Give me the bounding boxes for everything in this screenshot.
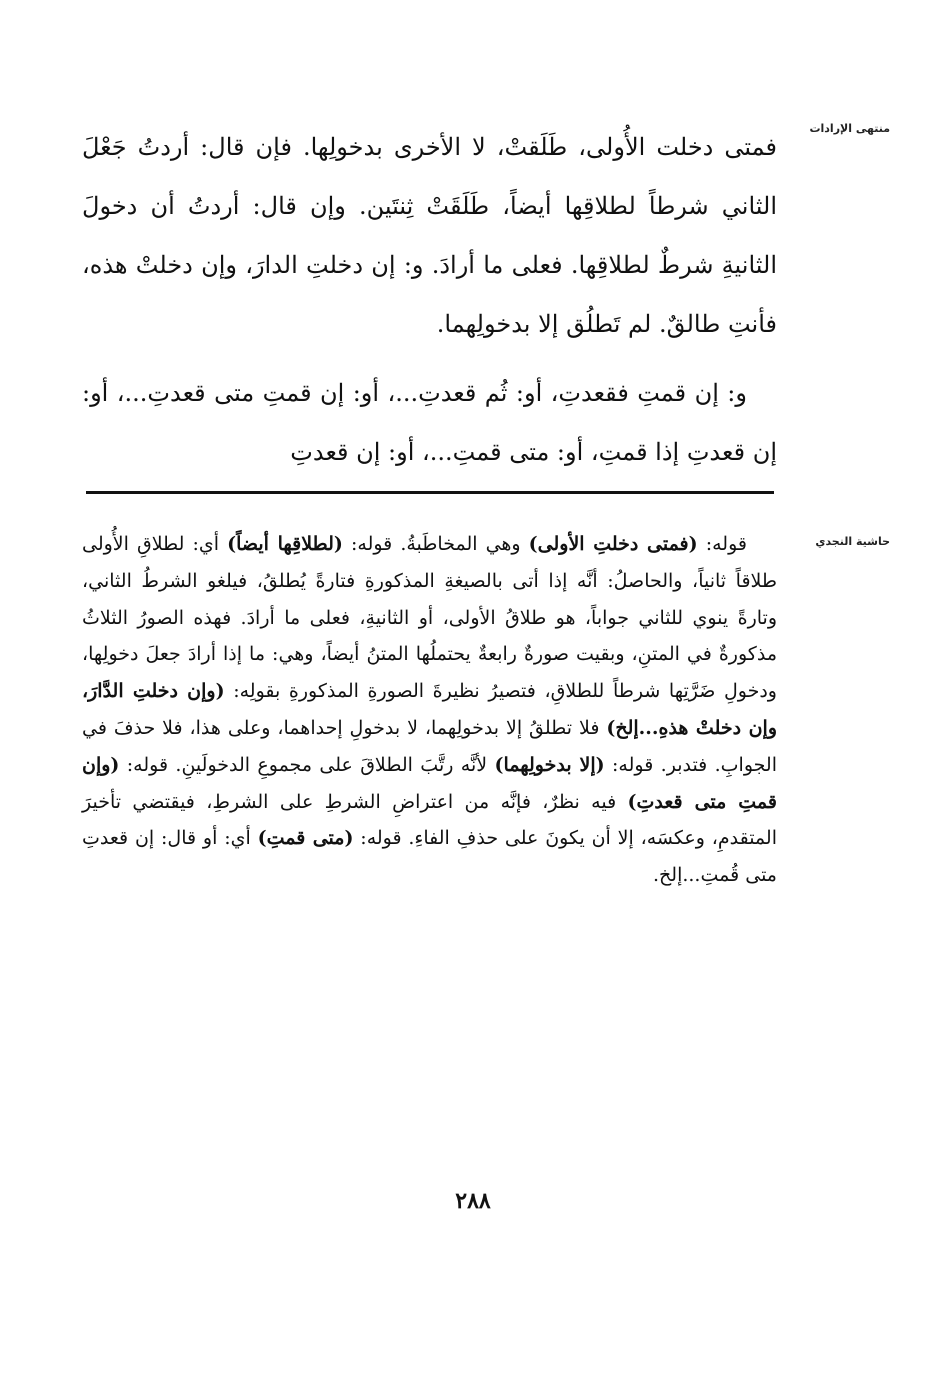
quoted-phrase: (إلا بدخولِهما) — [494, 753, 605, 776]
main-text-block — [82, 118, 777, 482]
quoted-phrase: (متى قمتِ) — [257, 827, 354, 850]
commentary-text: لأنَّه رتَّبَ الطلاقَ على مجموعِ الدخولَينِ. قوله: — [119, 753, 495, 776]
commentary-text: أي: لطلاقِ الأُولى طلاقاً ثانياً، والحاصلُ: أنَّه إذا أتى بالصيغةِ المذكورةِ فتارةً يُطلقُ، فيلغو الشرطُ الثاني، وتارةً ينوي للثاني جواباً، هو طلاقُ الأولى، أو الثانيةِ، فعلى ما أرادَ. فهذه الصورُ الثلاثُ مذكورةٌ في المتنِ، وبقيت صورةٌ رابعةٌ يحتملُها المتنُ أيضاً، وهي: ما إذا أرادَ جعلَ دخولِها، ودخولِ ضَرَّتِها شرطاً للطلاقِ، فتصيرُ نظيرةَ الصورةِ المذكورةِ بقولِه: — [82, 533, 777, 703]
commentary-text: قوله: — [697, 533, 747, 555]
main-text-paragraph: و: إن قمتِ فقعدتِ، أو: ثُم قعدتِ...، أو: إن قمتِ متى قعدتِ...، أو: إن قعدتِ إذا قمتِ، أو: متى قمتِ...، أو: إن قعدتِ — [82, 379, 777, 466]
commentary-text-block — [82, 526, 777, 894]
quoted-phrase: (لطلاقِها أيضاً) — [227, 533, 343, 555]
commentary-text: أي: أو قال: إن قعدتِ متى قُمتِ...إلخ. — [82, 827, 777, 887]
page-number: ٢٨٨ — [455, 1188, 491, 1214]
side-label-commentary-title: حاشية النجدي — [815, 535, 890, 548]
quoted-phrase: (وإن دخلتِ الدَّارَ، وإن دخلتْ هذهِ...إلخ) — [82, 680, 777, 739]
footnote-divider — [86, 491, 774, 494]
quoted-phrase: (وإن قمتِ متى قعدتِ) — [82, 753, 777, 813]
commentary-paragraph — [82, 526, 777, 894]
main-text-paragraph: فمتى دخلت الأُولى، طَلَقتْ، لا الأخرى بدخولِها. فإن قال: أردتُ جَعْلَ الثاني شرطاً لطلاقِها أيضاً، طَلَقَتْ ثِنتَين. وإن قال: أردتُ أن دخولَ الثانيةِ شرطٌ لطلاقِها. فعلى ما أرادَ. و: إن دخلتِ الدارَ، وإن دخلتْ هذه، فأنتِ طالقٌ. لم تَطلُق إلا بدخولِهما. — [82, 133, 777, 338]
commentary-text: فيه نظرٌ، فإنَّه من اعتراضِ الشرطِ على الشرطِ، فيقتضي تأخيرَ المتقدمِ، وعكسَه، إلا أن يكونَ على حذفِ الفاءِ. قوله: — [82, 790, 777, 850]
side-label-matn-title: منتهى الإرادات — [809, 122, 890, 135]
commentary-text: فلا تطلقُ إلا بدخولِهما، لا بدخولِ إحداهما، وعلى هذا، فلا حذفَ في الجوابِ. فتدبر. قوله: — [82, 716, 777, 776]
commentary-text: وهي المخاطَبةُ. قوله: — [342, 533, 529, 555]
quoted-phrase: (فمتى دخلتِ الأولى) — [528, 533, 698, 555]
